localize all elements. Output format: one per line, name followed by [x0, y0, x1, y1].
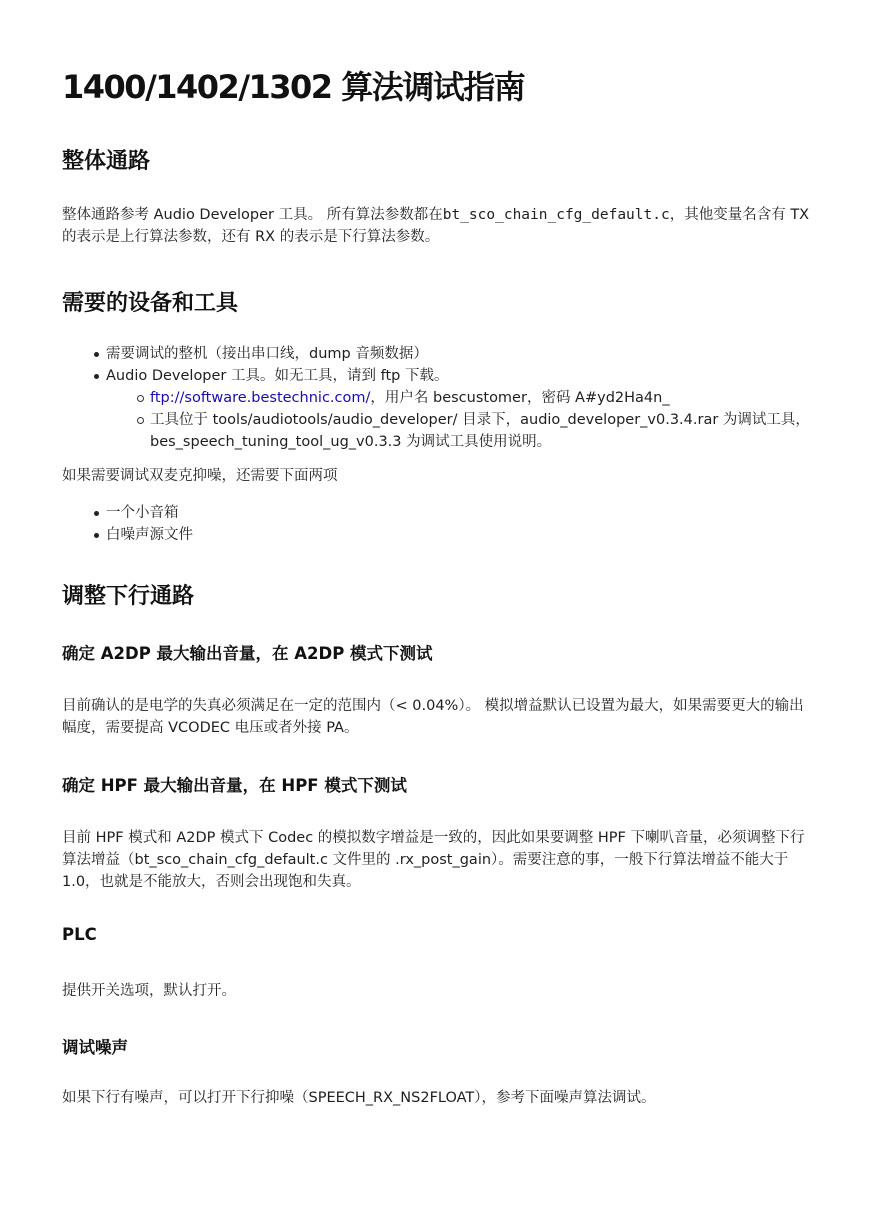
list-item: 白噪声源文件 — [62, 524, 822, 546]
ftp-link[interactable]: ftp://software.bestechnic.com/ — [150, 390, 371, 406]
code-filename: bt_sco_chain_cfg_default.c — [442, 207, 670, 223]
section-heading-overview: 整体通路 — [62, 149, 151, 174]
overview-paragraph — [62, 204, 812, 248]
overview-text-1: 整体通路参考 Audio Developer 工具。 所有算法参数都在 — [62, 207, 443, 223]
equipment-list — [62, 343, 822, 453]
hpf-paragraph: 目前 HPF 模式和 A2DP 模式下 Codec 的模拟数字增益是一致的，因此如果要调整 HPF 下喇叭音量，必须调整下行算法增益（bt_sco_chain_cfg_default.c 文件里的 .rx_post_gain）。需要注意的事，一般下行算法增益不能大于 1.0，也就是不能放大，否则会出现饱和失真。 — [62, 830, 805, 890]
section-heading-downlink: 调整下行通路 — [62, 584, 195, 609]
subheading-a2dp: 确定 A2DP 最大输出音量，在 A2DP 模式下测试 — [62, 644, 433, 663]
list-item: 工具位于 tools/audiotools/audio_developer/ 目录下，audio_developer_v0.3.4.rar 为调试工具，bes_speech_tuning_tool_ug_v0.3.3 为调试工具使用说明。 — [62, 409, 822, 453]
list-item: 一个小音箱 — [62, 502, 822, 524]
page-title: 1400/1402/1302 算法调试指南 — [62, 68, 525, 106]
subheading-plc: PLC — [62, 925, 97, 944]
ftp-credentials: ，用户名 bescustomer，密码 A#yd2Ha4n_ — [370, 390, 670, 406]
plc-paragraph: 提供开关选项，默认打开。 — [62, 983, 236, 999]
list-item — [62, 387, 822, 409]
dual-mic-note: 如果需要调试双麦克抑噪，还需要下面两项 — [62, 468, 338, 484]
overview-text-2: ，其他变量名含有 TX 的表示是上行算法参数，还有 RX 的表示是下行算法参数。 — [62, 207, 810, 245]
list-item: 需要调试的整机（接出串口线，dump 音频数据） — [62, 343, 822, 365]
noise-paragraph: 如果下行有噪声，可以打开下行抑噪（SPEECH_RX_NS2FLOAT），参考下面噪声算法调试。 — [62, 1090, 656, 1106]
dual-mic-list — [62, 502, 822, 546]
subheading-noise: 调试噪声 — [62, 1038, 128, 1057]
a2dp-paragraph: 目前确认的是电学的失真必须满足在一定的范围内（< 0.04%）。 模拟增益默认已设置为最大，如果需要更大的输出幅度，需要提高 VCODEC 电压或者外接 PA。 — [62, 698, 804, 736]
subheading-hpf: 确定 HPF 最大输出音量，在 HPF 模式下测试 — [62, 776, 407, 795]
list-item: Audio Developer 工具。如无工具，请到 ftp 下载。 — [62, 365, 822, 387]
section-heading-equipment: 需要的设备和工具 — [62, 291, 239, 316]
